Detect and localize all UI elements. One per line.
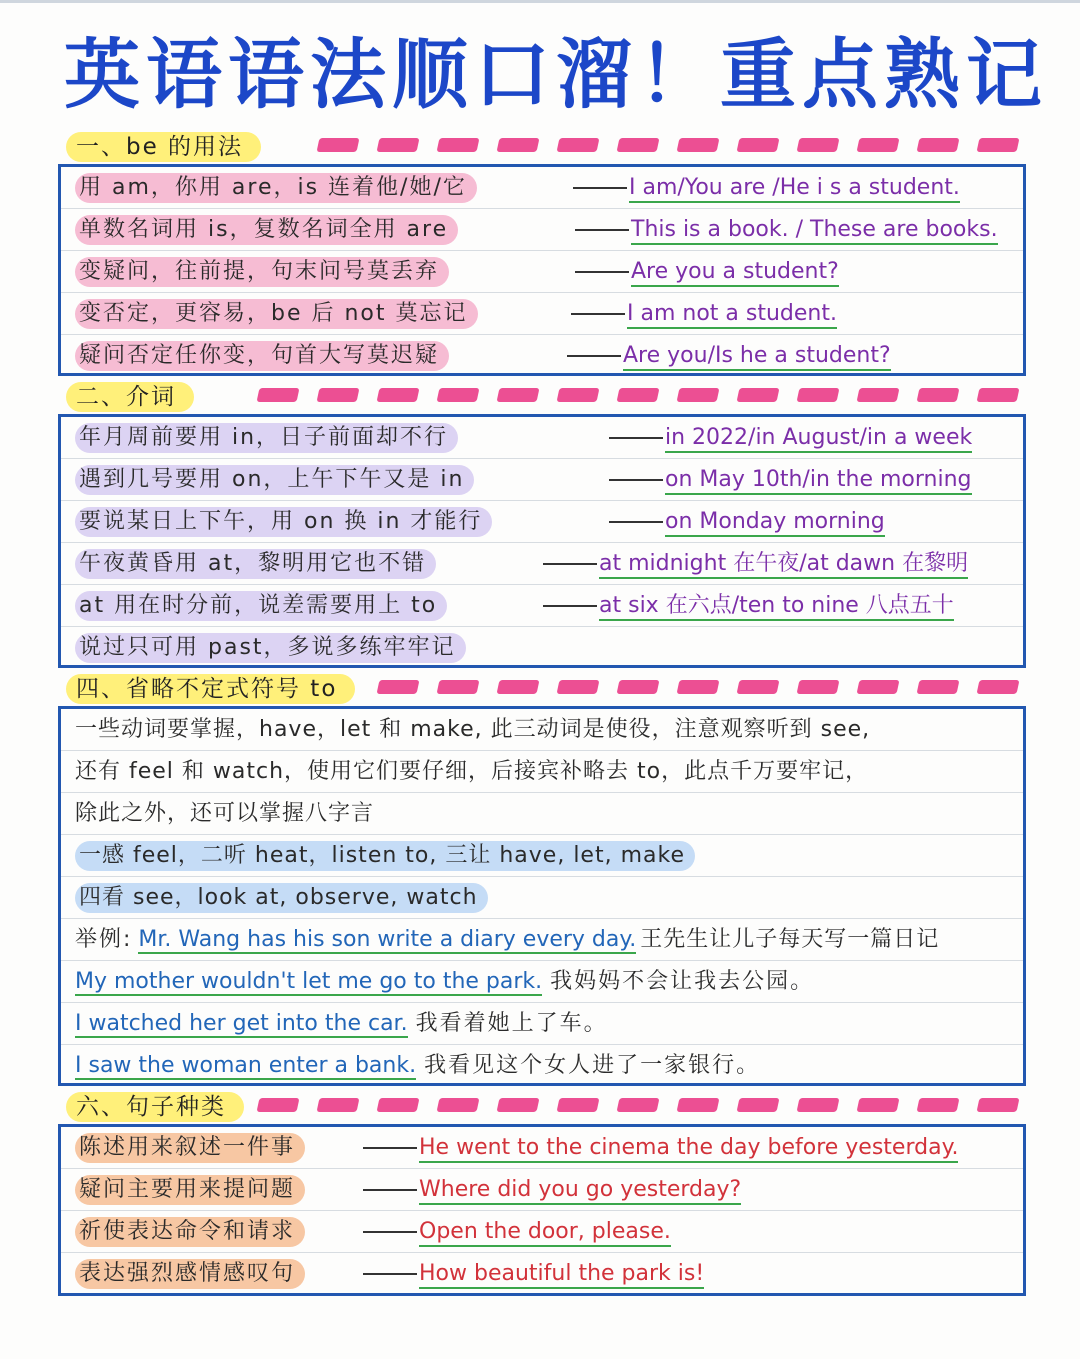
decorative-dashes bbox=[258, 1098, 1018, 1116]
rule-row bbox=[61, 1253, 1023, 1295]
highlight-line: 一感 feel，二听 heat，listen to, 三让 have, let, make bbox=[61, 835, 1023, 877]
section-heading-label: 一、be 的用法 bbox=[66, 132, 261, 162]
example-line bbox=[61, 961, 1023, 1003]
rhyme-text: 表达强烈感情感叹句 bbox=[75, 1259, 305, 1289]
rhyme-text: 用 am，你用 are，is 连着他/她/它 bbox=[75, 173, 477, 203]
example-prefix: 举例: bbox=[75, 927, 133, 952]
example-english: I watched her get into the car. bbox=[75, 1011, 408, 1036]
example-text: on May 10th/in the morning bbox=[609, 464, 972, 496]
rule-row bbox=[61, 251, 1023, 293]
rhyme-text: 祈使表达命令和请求 bbox=[75, 1217, 305, 1247]
example-text: in 2022/in August/in a week bbox=[609, 422, 972, 454]
section-heading-label: 四、省略不定式符号 to bbox=[66, 674, 355, 704]
rule-row bbox=[61, 1211, 1023, 1253]
rule-row bbox=[61, 627, 1023, 669]
example-line bbox=[61, 919, 1023, 961]
rhyme-text: 遇到几号要用 on，上午下午又是 in bbox=[75, 465, 474, 495]
rule-row bbox=[61, 459, 1023, 501]
rule-row bbox=[61, 167, 1023, 209]
rhyme-text: 说过只可用 past，多说多练牢牢记 bbox=[75, 633, 466, 663]
example-chinese: 我妈妈不会让我去公园。 bbox=[550, 969, 815, 994]
example-text: Are you a student? bbox=[575, 256, 839, 288]
example-text: at six 在六点/ten to nine 八点五十 bbox=[543, 590, 954, 622]
decorative-dashes bbox=[258, 388, 1018, 406]
rhyme-text: 单数名词用 is，复数名词全用 are bbox=[75, 215, 458, 245]
rule-row bbox=[61, 335, 1023, 377]
example-text: Open the door, please. bbox=[363, 1216, 671, 1248]
example-text: How beautiful the park is! bbox=[363, 1258, 704, 1290]
example-english: My mother wouldn't let me go to the park. bbox=[75, 969, 543, 994]
section-heading-label: 六、句子种类 bbox=[66, 1092, 244, 1122]
rule-row bbox=[61, 585, 1023, 627]
rhyme-text: 疑问否定任你变，句首大写莫迟疑 bbox=[75, 341, 449, 371]
section-box-omit-to bbox=[58, 706, 1026, 1086]
example-text: He went to the cinema the day before yesterday. bbox=[363, 1132, 958, 1164]
example-text: at midnight 在午夜/at dawn 在黎明 bbox=[543, 548, 968, 580]
text-line: 除此之外，还可以掌握八字言 bbox=[61, 793, 1023, 835]
rhyme-text: 变疑问，往前提，句末问号莫丢弃 bbox=[75, 257, 449, 287]
section-box-prepositions bbox=[58, 414, 1026, 668]
rule-row bbox=[61, 501, 1023, 543]
section-box-be bbox=[58, 164, 1026, 376]
example-english: Mr. Wang has his son write a diary every day. bbox=[138, 927, 637, 952]
section-heading-sentence-types bbox=[66, 1090, 1026, 1124]
example-text: This is a book. / These are books. bbox=[575, 214, 998, 246]
rule-row bbox=[61, 209, 1023, 251]
section-box-sentence-types bbox=[58, 1124, 1026, 1296]
example-chinese: 我看着她上了车。 bbox=[415, 1011, 608, 1036]
example-text: Are you/Is he a student? bbox=[567, 340, 891, 372]
rhyme-text: 陈述用来叙述一件事 bbox=[75, 1133, 305, 1163]
section-heading-be bbox=[66, 130, 1026, 164]
top-rule bbox=[0, 0, 1080, 3]
example-line bbox=[61, 1045, 1023, 1087]
text-line: 还有 feel 和 watch，使用它们要仔细，后接宾补略去 to，此点千万要牢记， bbox=[61, 751, 1023, 793]
section-heading-label: 二、介词 bbox=[66, 382, 194, 412]
example-chinese: 王先生让儿子每天写一篇日记 bbox=[640, 927, 940, 952]
example-chinese: 我看见这个女人进了一家银行。 bbox=[424, 1053, 761, 1078]
rhyme-text: 变否定，更容易，be 后 not 莫忘记 bbox=[75, 299, 478, 329]
example-text: on Monday morning bbox=[609, 506, 885, 538]
example-text: I am not a student. bbox=[571, 298, 837, 330]
example-english: I saw the woman enter a bank. bbox=[75, 1053, 417, 1078]
example-text: Where did you go yesterday? bbox=[363, 1174, 741, 1206]
decorative-dashes bbox=[378, 680, 1018, 698]
example-line bbox=[61, 1003, 1023, 1045]
rule-row bbox=[61, 1127, 1023, 1169]
rhyme-text: 年月周前要用 in，日子前面却不行 bbox=[75, 423, 458, 453]
page-title: 英语语法顺口溜！重点熟记 bbox=[64, 30, 1048, 119]
section-heading-omit-to bbox=[66, 672, 1026, 706]
rule-row bbox=[61, 293, 1023, 335]
rule-row bbox=[61, 1169, 1023, 1211]
rule-row bbox=[61, 417, 1023, 459]
rhyme-text: 午夜黄昏用 at，黎明用它也不错 bbox=[75, 549, 436, 579]
section-heading-prepositions bbox=[66, 380, 1026, 414]
example-text: I am/You are /He i s a student. bbox=[573, 172, 960, 204]
rhyme-text: 疑问主要用来提问题 bbox=[75, 1175, 305, 1205]
highlight-line: 四看 see，look at, observe, watch bbox=[61, 877, 1023, 919]
rhyme-text: at 用在时分前，说差需要用上 to bbox=[75, 591, 447, 621]
decorative-dashes bbox=[318, 138, 1018, 156]
rule-row bbox=[61, 543, 1023, 585]
text-line: 一些动词要掌握，have，let 和 make, 此三动词是使役，注意观察听到 see, bbox=[61, 709, 1023, 751]
rhyme-text: 要说某日上下午，用 on 换 in 才能行 bbox=[75, 507, 492, 537]
